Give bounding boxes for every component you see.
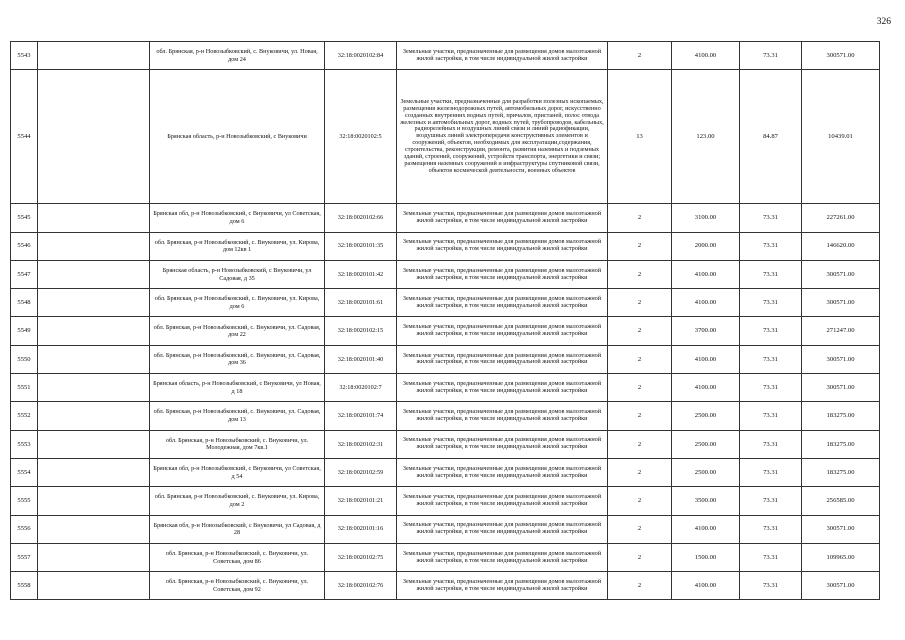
use-group-cell: 2 xyxy=(608,345,672,373)
specific-value-cell: 73.31 xyxy=(740,458,802,486)
cadastral-value-cell: 300571.00 xyxy=(802,515,880,543)
specific-value-cell: 73.31 xyxy=(740,487,802,515)
area-cell: 4100.00 xyxy=(672,515,740,543)
row-number-cell: 5557 xyxy=(11,543,38,571)
row-number-cell: 5549 xyxy=(11,317,38,345)
specific-value-cell: 73.31 xyxy=(740,374,802,402)
permitted-use-cell: Земельные участки, предназначенные для разработки полезных ископаемых, размещения железнодорожных путей, автомобильных дорог, искусственно созданных внутренних водных путей, причалов, пристаней, полос отвода железных и автомобильных дорог, водных путей, трубопроводов, кабельных, радиорелейных и воздушных линий связи и линий радиофикации, воздушных линий электропередачи конструктивных элементов и сооружений, объектов, необходимых для эксплуатации,содержания, строительства, реконструкции, ремонта, развития наземных и подземных зданий, строений, сооружений, устройств транспорта, энергетики и связи; размещения наземных сооружений и инфраструктуры спутниковой связи, объектов космической деятельности, военных объектов xyxy=(397,70,608,204)
use-group-cell: 2 xyxy=(608,232,672,260)
cadastral-value-cell: 183275.00 xyxy=(802,402,880,430)
use-group-cell: 2 xyxy=(608,204,672,232)
row-number-cell: 5543 xyxy=(11,42,38,70)
use-group-cell: 13 xyxy=(608,70,672,204)
area-cell: 4100.00 xyxy=(672,345,740,373)
spacer-cell xyxy=(38,402,150,430)
area-cell: 4100.00 xyxy=(672,572,740,600)
area-cell: 4100.00 xyxy=(672,260,740,288)
table-row xyxy=(11,572,880,600)
cadastral-number-cell: 32:18:0020102:75 xyxy=(325,543,397,571)
permitted-use-cell: Земельные участки, предназначенные для размещения домов малоэтажной жилой застройки, в том числе индивидуальной жилой застройки xyxy=(397,260,608,288)
address-cell: Брянская обл, р-н Новозыбковский, с Внуковичи, ул Советская, д 54 xyxy=(150,458,325,486)
spacer-cell xyxy=(38,515,150,543)
cadastral-value-cell: 183275.00 xyxy=(802,458,880,486)
area-cell: 3700.00 xyxy=(672,317,740,345)
row-number-cell: 5554 xyxy=(11,458,38,486)
cadastral-number-cell: 32:18:0020102:59 xyxy=(325,458,397,486)
cadastral-number-cell: 32:18:0020101:16 xyxy=(325,515,397,543)
address-cell: обл. Брянская, р-н Новозыбковский, с. Внуковичи, ул. Советская, дом 92 xyxy=(150,572,325,600)
permitted-use-cell: Земельные участки, предназначенные для размещения домов малоэтажной жилой застройки, в том числе индивидуальной жилой застройки xyxy=(397,289,608,317)
use-group-cell: 2 xyxy=(608,515,672,543)
cadastral-value-cell: 109965.00 xyxy=(802,543,880,571)
use-group-cell: 2 xyxy=(608,402,672,430)
table-row xyxy=(11,374,880,402)
specific-value-cell: 73.31 xyxy=(740,317,802,345)
use-group-cell: 2 xyxy=(608,543,672,571)
row-number-cell: 5548 xyxy=(11,289,38,317)
spacer-cell xyxy=(38,572,150,600)
area-cell: 4100.00 xyxy=(672,374,740,402)
spacer-cell xyxy=(38,70,150,204)
row-number-cell: 5550 xyxy=(11,345,38,373)
spacer-cell xyxy=(38,42,150,70)
row-number-cell: 5545 xyxy=(11,204,38,232)
table-row xyxy=(11,487,880,515)
row-number-cell: 5558 xyxy=(11,572,38,600)
specific-value-cell: 73.31 xyxy=(740,232,802,260)
specific-value-cell: 73.31 xyxy=(740,515,802,543)
permitted-use-cell: Земельные участки, предназначенные для размещения домов малоэтажной жилой застройки, в том числе индивидуальной жилой застройки xyxy=(397,402,608,430)
cadastral-number-cell: 32:18:0020102:15 xyxy=(325,317,397,345)
spacer-cell xyxy=(38,232,150,260)
cadastral-value-cell: 146620.00 xyxy=(802,232,880,260)
address-cell: обл. Брянская, р-н Новозыбковский, с. Внуковичи, ул. Новая, дом 24 xyxy=(150,42,325,70)
specific-value-cell: 73.31 xyxy=(740,204,802,232)
cadastral-value-cell: 300571.00 xyxy=(802,374,880,402)
permitted-use-cell: Земельные участки, предназначенные для размещения домов малоэтажной жилой застройки, в том числе индивидуальной жилой застройки xyxy=(397,374,608,402)
page-number: 326 xyxy=(876,17,891,27)
land-register-table xyxy=(10,41,880,600)
row-number-cell: 5544 xyxy=(11,70,38,204)
table-row xyxy=(11,543,880,571)
table-row xyxy=(11,430,880,458)
table-body xyxy=(11,42,880,600)
specific-value-cell: 84.87 xyxy=(740,70,802,204)
cadastral-number-cell: 32:18:0020101:35 xyxy=(325,232,397,260)
cadastral-value-cell: 300571.00 xyxy=(802,260,880,288)
address-cell: Брянская область, р-н Новозыбковский, с Внуковичи xyxy=(150,70,325,204)
row-number-cell: 5546 xyxy=(11,232,38,260)
row-number-cell: 5553 xyxy=(11,430,38,458)
spacer-cell xyxy=(38,374,150,402)
cadastral-number-cell: 32:18:0020101:40 xyxy=(325,345,397,373)
cadastral-value-cell: 300571.00 xyxy=(802,345,880,373)
address-cell: обл. Брянская, р-н Новозыбковский, с. Внуковичи, ул. Кирова, дом 2 xyxy=(150,487,325,515)
table-row xyxy=(11,42,880,70)
cadastral-value-cell: 271247.00 xyxy=(802,317,880,345)
cadastral-number-cell: 32:18:0020101:42 xyxy=(325,260,397,288)
table-row xyxy=(11,232,880,260)
area-cell: 2500.00 xyxy=(672,430,740,458)
table-row xyxy=(11,204,880,232)
permitted-use-cell: Земельные участки, предназначенные для размещения домов малоэтажной жилой застройки, в том числе индивидуальной жилой застройки xyxy=(397,487,608,515)
permitted-use-cell: Земельные участки, предназначенные для размещения домов малоэтажной жилой застройки, в том числе индивидуальной жилой застройки xyxy=(397,515,608,543)
spacer-cell xyxy=(38,289,150,317)
cadastral-value-cell: 227261.00 xyxy=(802,204,880,232)
row-number-cell: 5556 xyxy=(11,515,38,543)
specific-value-cell: 73.31 xyxy=(740,402,802,430)
permitted-use-cell: Земельные участки, предназначенные для размещения домов малоэтажной жилой застройки, в том числе индивидуальной жилой застройки xyxy=(397,42,608,70)
cadastral-number-cell: 32:18:0020102:76 xyxy=(325,572,397,600)
spacer-cell xyxy=(38,317,150,345)
specific-value-cell: 73.31 xyxy=(740,260,802,288)
area-cell: 3500.00 xyxy=(672,487,740,515)
address-cell: Брянская обл, р-н Новозыбковский, с Внуковичи, ул Советская, дом 6 xyxy=(150,204,325,232)
cadastral-number-cell: 32:18:0020101:21 xyxy=(325,487,397,515)
cadastral-number-cell: 32:18:0020102:7 xyxy=(325,374,397,402)
cadastral-number-cell: 32:18:0020102:31 xyxy=(325,430,397,458)
area-cell: 4100.00 xyxy=(672,289,740,317)
specific-value-cell: 73.31 xyxy=(740,345,802,373)
table-row xyxy=(11,317,880,345)
spacer-cell xyxy=(38,458,150,486)
cadastral-value-cell: 300571.00 xyxy=(802,572,880,600)
specific-value-cell: 73.31 xyxy=(740,42,802,70)
cadastral-value-cell: 256585.00 xyxy=(802,487,880,515)
table-row xyxy=(11,402,880,430)
row-number-cell: 5551 xyxy=(11,374,38,402)
area-cell: 123.00 xyxy=(672,70,740,204)
permitted-use-cell: Земельные участки, предназначенные для размещения домов малоэтажной жилой застройки, в том числе индивидуальной жилой застройки xyxy=(397,543,608,571)
area-cell: 2000.00 xyxy=(672,232,740,260)
table-row xyxy=(11,458,880,486)
permitted-use-cell: Земельные участки, предназначенные для размещения домов малоэтажной жилой застройки, в том числе индивидуальной жилой застройки xyxy=(397,345,608,373)
address-cell: обл. Брянская, р-н Новозыбковский, с. Внуковичи, ул. Кирова, дом 6 xyxy=(150,289,325,317)
permitted-use-cell: Земельные участки, предназначенные для размещения домов малоэтажной жилой застройки, в том числе индивидуальной жилой застройки xyxy=(397,430,608,458)
address-cell: обл. Брянская, р-н Новозыбковский, с. Внуковичи, ул. Садовая, дом 22 xyxy=(150,317,325,345)
use-group-cell: 2 xyxy=(608,260,672,288)
cadastral-value-cell: 183275.00 xyxy=(802,430,880,458)
cadastral-value-cell: 10439.01 xyxy=(802,70,880,204)
row-number-cell: 5547 xyxy=(11,260,38,288)
address-cell: Брянская обл, р-н Новозыбковский, с Внуковичи, ул Садовая, д 28 xyxy=(150,515,325,543)
cadastral-number-cell: 32:18:0020101:61 xyxy=(325,289,397,317)
specific-value-cell: 73.31 xyxy=(740,572,802,600)
use-group-cell: 2 xyxy=(608,572,672,600)
spacer-cell xyxy=(38,487,150,515)
table-row xyxy=(11,345,880,373)
cadastral-number-cell: 32:18:0020102:5 xyxy=(325,70,397,204)
specific-value-cell: 73.31 xyxy=(740,430,802,458)
permitted-use-cell: Земельные участки, предназначенные для размещения домов малоэтажной жилой застройки, в том числе индивидуальной жилой застройки xyxy=(397,317,608,345)
permitted-use-cell: Земельные участки, предназначенные для размещения домов малоэтажной жилой застройки, в том числе индивидуальной жилой застройки xyxy=(397,232,608,260)
spacer-cell xyxy=(38,543,150,571)
use-group-cell: 2 xyxy=(608,487,672,515)
address-cell: обл. Брянская, р-н Новозыбковский, с. Внуковичи, ул. Молодежная, дом 7кв.1 xyxy=(150,430,325,458)
spacer-cell xyxy=(38,345,150,373)
permitted-use-cell: Земельные участки, предназначенные для размещения домов малоэтажной жилой застройки, в том числе индивидуальной жилой застройки xyxy=(397,572,608,600)
address-cell: Брянская область, р-н Новозыбковский, с Внуковичи, ул Садовая, д 35 xyxy=(150,260,325,288)
permitted-use-cell: Земельные участки, предназначенные для размещения домов малоэтажной жилой застройки, в том числе индивидуальной жилой застройки xyxy=(397,458,608,486)
area-cell: 2500.00 xyxy=(672,402,740,430)
address-cell: обл. Брянская, р-н Новозыбковский, с. Внуковичи, ул. Кирова, дом 12кв 1 xyxy=(150,232,325,260)
row-number-cell: 5552 xyxy=(11,402,38,430)
table-row xyxy=(11,289,880,317)
spacer-cell xyxy=(38,430,150,458)
use-group-cell: 2 xyxy=(608,317,672,345)
use-group-cell: 2 xyxy=(608,374,672,402)
table-row xyxy=(11,260,880,288)
spacer-cell xyxy=(38,260,150,288)
permitted-use-cell: Земельные участки, предназначенные для размещения домов малоэтажной жилой застройки, в том числе индивидуальной жилой застройки xyxy=(397,204,608,232)
row-number-cell: 5555 xyxy=(11,487,38,515)
address-cell: обл. Брянская, р-н Новозыбковский, с. Внуковичи, ул. Садовая, дом 13 xyxy=(150,402,325,430)
cadastral-number-cell: 32:18:0020101:74 xyxy=(325,402,397,430)
area-cell: 4100.00 xyxy=(672,42,740,70)
area-cell: 3100.00 xyxy=(672,204,740,232)
area-cell: 1500.00 xyxy=(672,543,740,571)
table-row xyxy=(11,515,880,543)
address-cell: обл. Брянская, р-н Новозыбковский, с. Внуковичи, ул. Советская, дом 86 xyxy=(150,543,325,571)
use-group-cell: 2 xyxy=(608,42,672,70)
spacer-cell xyxy=(38,204,150,232)
use-group-cell: 2 xyxy=(608,430,672,458)
use-group-cell: 2 xyxy=(608,289,672,317)
address-cell: обл. Брянская, р-н Новозыбковский, с. Внуковичи, ул. Садовая, дом 36 xyxy=(150,345,325,373)
cadastral-number-cell: 32:18:0020102:66 xyxy=(325,204,397,232)
address-cell: Брянская область, р-н Новозыбковский, с Внуковичи, ул Новая, д 18 xyxy=(150,374,325,402)
specific-value-cell: 73.31 xyxy=(740,289,802,317)
cadastral-value-cell: 300571.00 xyxy=(802,42,880,70)
use-group-cell: 2 xyxy=(608,458,672,486)
cadastral-number-cell: 32:18:0020102:84 xyxy=(325,42,397,70)
cadastral-value-cell: 300571.00 xyxy=(802,289,880,317)
specific-value-cell: 73.31 xyxy=(740,543,802,571)
table-row xyxy=(11,70,880,204)
area-cell: 2500.00 xyxy=(672,458,740,486)
